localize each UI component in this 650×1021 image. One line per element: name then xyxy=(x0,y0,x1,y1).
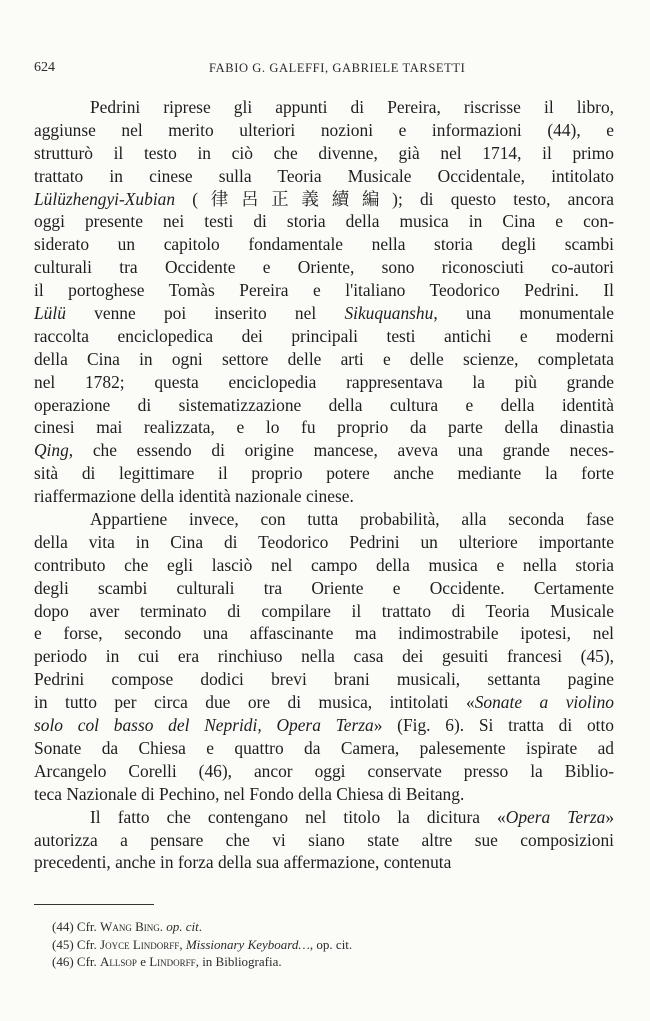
text-line: trattato in cinese sulla Teoria Musicale Occidentale, intitolato xyxy=(34,165,614,186)
footnote xyxy=(52,918,352,936)
text-line: oggi presente nei testi di storia della musica in Cina e con- xyxy=(34,211,614,232)
text-segment: , che essendo di origine mancese, aveva una grande neces- xyxy=(68,440,614,461)
text-segment: . xyxy=(198,919,202,934)
footnote-rule xyxy=(34,904,154,905)
text-line: siderato un capitolo fondamentale nella storia degli scambi xyxy=(34,234,614,255)
italic-text: Opera Terza xyxy=(505,806,606,827)
footnotes xyxy=(52,918,352,971)
paragraph xyxy=(34,508,614,806)
text-line: Pedrini compose dodici brevi brani musicali, settanta pagine xyxy=(34,669,614,690)
footnote-number: (44) xyxy=(52,919,77,934)
text-segment: . xyxy=(159,919,167,934)
author-name: Joyce Lindorff xyxy=(100,936,180,952)
text-segment: , xyxy=(179,936,186,952)
author-name: Lindorff xyxy=(149,954,196,969)
text-line: Arcangelo Corelli (46), ancor oggi conservate presso la Biblio- xyxy=(34,760,614,781)
footnote-number: (45) xyxy=(52,936,77,952)
text-line: della Cina in ogni settore delle arti e delle scienze, completata xyxy=(34,348,614,369)
text-line: sità di legittimare il proprio potere anche mediante la forte xyxy=(34,463,614,484)
text-line: periodo in cui era rinchiuso nella casa dei gesuiti francesi (45), xyxy=(34,646,614,667)
footnote xyxy=(52,936,352,954)
italic-text: Lülüzhengyi-Xubian xyxy=(34,188,176,209)
text-line xyxy=(34,302,614,325)
text-segment: » (Fig. 6). Si tratta di otto xyxy=(373,715,614,736)
text-line: il portoghese Tomàs Pereira e l'italiano Teodorico Pedrini. Il xyxy=(34,280,614,301)
text-line xyxy=(34,439,614,462)
text-line: autorizza a pensare che vi siano state altre sue composizioni xyxy=(34,829,614,850)
text-line: riaffermazione della identità nazionale cinese. xyxy=(34,486,354,507)
text-segment: venne poi inserito nel xyxy=(65,303,345,324)
italic-text: op. cit xyxy=(166,919,199,934)
text-line: e forse, secondo una affascinante ma indimostrabile ipotesi, nel xyxy=(34,623,614,644)
italic-text: Qing xyxy=(34,440,69,461)
text-line xyxy=(34,691,614,714)
paragraph xyxy=(34,806,614,875)
text-segment: in tutto per circa due ore di musica, intitolati « xyxy=(34,692,475,713)
page-number: 624 xyxy=(34,60,55,75)
body-text xyxy=(34,96,614,874)
footnote-number: (46) xyxy=(52,954,77,969)
text-line: della vita in Cina di Teodorico Pedrini un ulteriore importante xyxy=(34,531,614,552)
footnote xyxy=(52,953,352,971)
text-line: culturali tra Occidente e Oriente, sono riconosciuti co-autori xyxy=(34,257,614,278)
italic-text: solo col basso del Nepridi, Opera Terza xyxy=(34,715,374,736)
text-line: strutturò il testo in ciò che divenne, già nel 1714, il primo xyxy=(34,142,614,163)
author-name: Allsop xyxy=(100,954,137,969)
text-line xyxy=(34,188,614,211)
text-segment: Cfr. xyxy=(76,954,101,969)
text-segment: Il fatto che contengano nel titolo la dicitura « xyxy=(90,806,506,827)
text-line: operazione di sistematizzazione della cultura e della identità xyxy=(34,394,614,415)
text-line: nel 1782; questa enciclopedia rappresentava la più grande xyxy=(34,371,614,392)
text-line xyxy=(34,714,614,737)
text-line: raccolta enciclopedica dei principali testi antichi e moderni xyxy=(34,325,614,346)
paragraph xyxy=(34,96,614,508)
italic-text: Missionary Keyboard… xyxy=(185,936,310,952)
text-segment: Cfr. xyxy=(76,936,101,952)
text-line: precedenti, anche in forza della sua affermazione, contenuta xyxy=(34,852,452,873)
text-line: Sonate da Chiesa e quattro da Camera, palesemente ispirate ad xyxy=(34,737,614,758)
text-line: teca Nazionale di Pechino, nel Fondo della Chiesa di Beitang. xyxy=(34,783,465,804)
text-line: dopo aver terminato di compilare il trattato di Teoria Musicale xyxy=(34,600,614,621)
text-line: degli scambi culturali tra Oriente e Occidente. Certamente xyxy=(34,577,614,598)
text-segment: » xyxy=(605,806,615,827)
italic-text: Sikuquanshu xyxy=(344,303,434,324)
text-line: aggiunse nel merito ulteriori nozioni e informazioni (44), e xyxy=(34,119,614,140)
text-segment: , op. cit. xyxy=(309,936,353,952)
text-segment: Cfr. xyxy=(76,919,101,934)
text-line: cinesi mai realizzata, e lo fu proprio da parte della dinastia xyxy=(34,417,614,438)
italic-text: Lülü xyxy=(34,303,66,324)
author-name: Wang Bing xyxy=(100,919,160,934)
text-segment: , in Bibliografia. xyxy=(195,954,282,969)
page-header xyxy=(34,60,616,80)
text-segment: e xyxy=(136,954,150,969)
text-line: contributo che egli lasciò nel campo della musica e nella storia xyxy=(34,554,614,575)
text-segment: , una monumentale xyxy=(433,303,614,324)
text-line: Appartiene invece, con tutta probabilità, alla seconda fase xyxy=(90,509,614,530)
running-head: FABIO G. GALEFFI, GABRIELE TARSETTI xyxy=(209,61,466,75)
text-line xyxy=(34,806,614,829)
italic-text: Sonate a violino xyxy=(474,692,614,713)
text-segment: (律呂正義續編); di questo testo, ancora xyxy=(175,188,614,209)
text-line: Pedrini riprese gli appunti di Pereira, riscrisse il libro, xyxy=(90,97,614,117)
